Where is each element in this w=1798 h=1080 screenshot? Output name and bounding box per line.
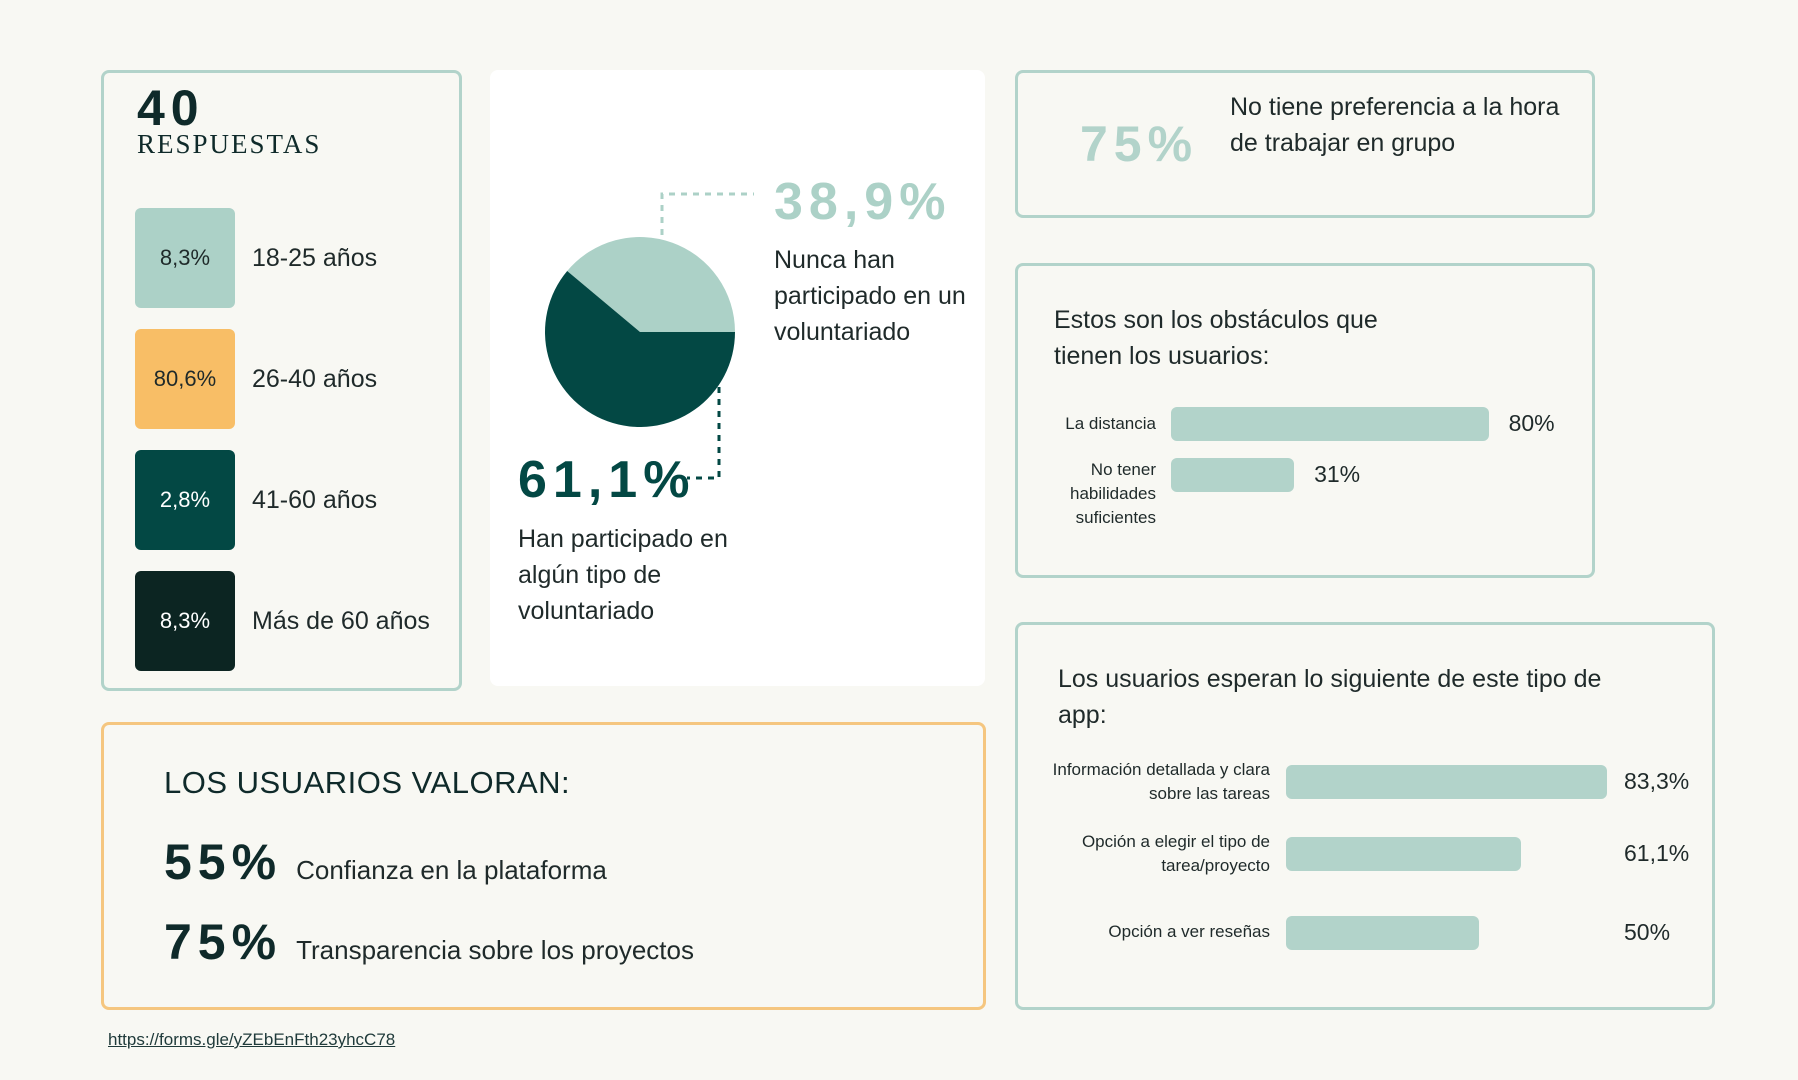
expectations-bar-value: 50%: [1624, 919, 1671, 945]
age-group-label: 26-40 años: [252, 364, 378, 393]
participation-card: [490, 70, 985, 686]
never-participated-label: Nunca han participado en un voluntariado: [774, 246, 966, 346]
expectations-bar-label: Opción a elegir el tipo de tarea/proyecto: [1081, 832, 1270, 875]
obstacles-bar-label: La distancia: [1065, 414, 1156, 433]
survey-source-link[interactable]: https://forms.gle/yZEbEnFth23yhcC78: [108, 1030, 396, 1049]
responses-count: 40: [137, 80, 205, 136]
age-group-label: 41-60 años: [252, 485, 378, 514]
value-item: [164, 833, 607, 891]
expectations-bar-value: 83,3%: [1624, 768, 1690, 794]
group-preference-text: No tiene preferencia a la hora de trabajar en grupo: [1230, 93, 1560, 157]
obstacles-title: Estos son los obstáculos que tienen los usuarios:: [1054, 306, 1378, 370]
obstacles-card: [1015, 263, 1595, 578]
obstacles-bar-value: 31%: [1314, 461, 1361, 487]
group-preference-card: [1015, 70, 1595, 218]
expectations-bar-label: Información detallada y clara sobre las tareas: [1052, 760, 1270, 803]
value-pct: 55%: [164, 834, 283, 890]
expectations-bar-value: 61,1%: [1624, 840, 1690, 866]
expectations-bar: [1286, 765, 1607, 799]
never-leader-line: [662, 194, 754, 235]
participated-label: Han participado en algún tipo de voluntariado: [518, 525, 728, 625]
obstacles-bar-label: No tener habilidades suficientes: [1069, 460, 1156, 527]
value-item: [164, 913, 694, 971]
participated-pct: 61,1%: [518, 451, 696, 509]
expectations-title: Los usuarios esperan lo siguiente de este tipo de app:: [1058, 665, 1602, 729]
value-pct: 75%: [164, 914, 283, 970]
age-group-row: [135, 450, 455, 550]
group-preference-pct: 75%: [1080, 116, 1199, 172]
responses-card: [101, 70, 462, 691]
age-group-row: [135, 208, 455, 308]
values-title: LOS USUARIOS VALORAN:: [164, 765, 571, 800]
value-label: Confianza en la plataforma: [296, 855, 607, 885]
age-group-label: Más de 60 años: [252, 606, 430, 635]
obstacles-bar: [1171, 458, 1294, 492]
obstacles-bar: [1171, 407, 1489, 441]
age-group-pct: 8,3%: [135, 208, 235, 308]
age-group-row: [135, 329, 455, 429]
expectations-card: [1015, 622, 1715, 1010]
expectations-bar-label: Opción a ver reseñas: [1108, 922, 1270, 941]
value-label: Transparencia sobre los proyectos: [296, 935, 694, 965]
age-group-pct: 80,6%: [135, 329, 235, 429]
age-group-row: [135, 571, 455, 671]
age-group-label: 18-25 años: [252, 243, 378, 272]
obstacles-bar-value: 80%: [1508, 410, 1555, 436]
expectations-bar: [1286, 916, 1479, 950]
never-participated-pct: 38,9%: [774, 173, 952, 231]
values-card: [101, 722, 986, 1010]
age-group-pct: 8,3%: [135, 571, 235, 671]
responses-label: RESPUESTAS: [137, 129, 322, 159]
age-group-pct: 2,8%: [135, 450, 235, 550]
expectations-bar: [1286, 837, 1521, 871]
